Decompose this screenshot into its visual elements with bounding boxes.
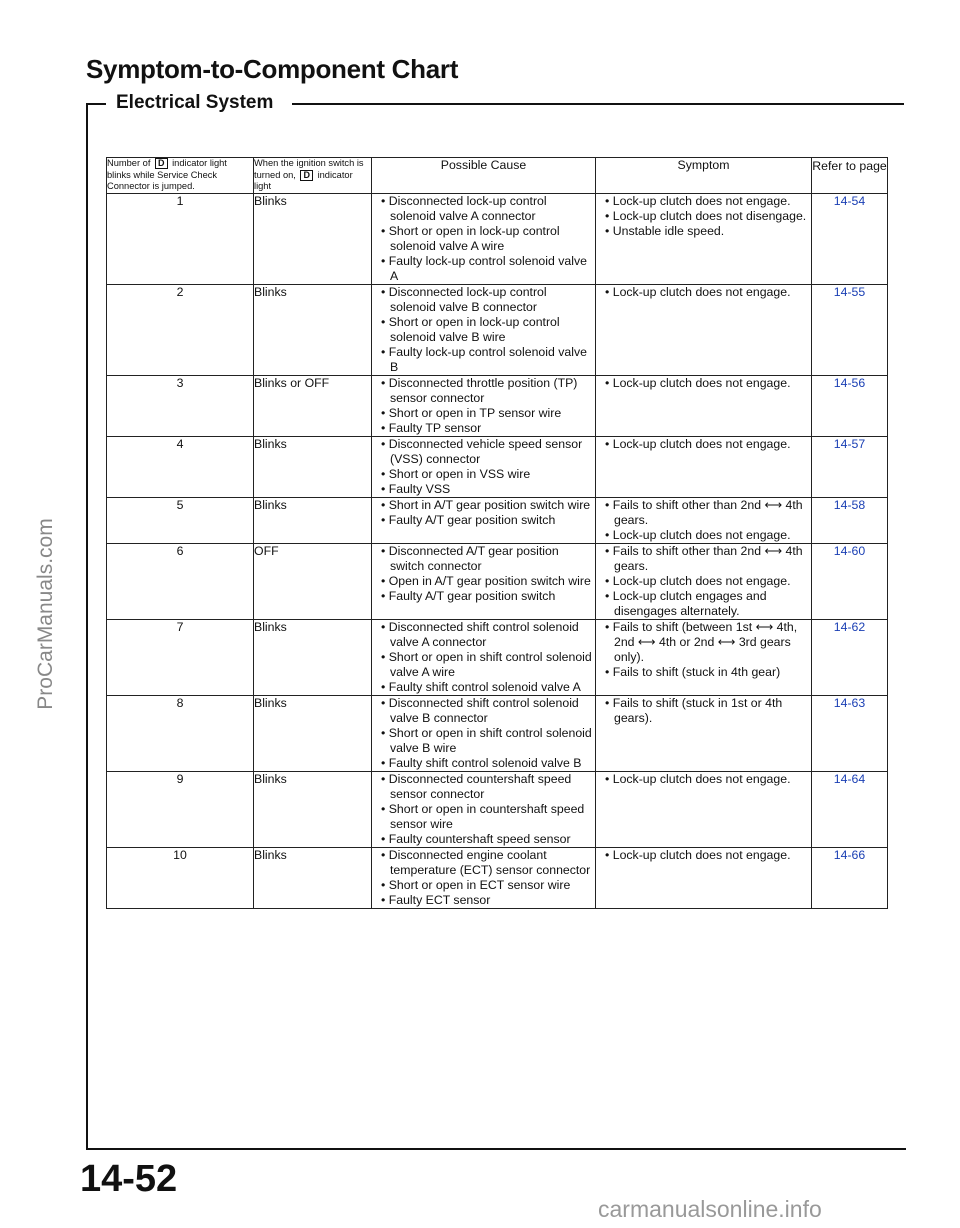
possible-cause-item: • Faulty ECT sensor xyxy=(372,893,595,908)
possible-cause-list xyxy=(372,194,595,284)
symptom-item: • Lock-up clutch does not disengage. xyxy=(596,209,811,224)
indicator-light-cell: Blinks xyxy=(254,497,372,543)
possible-cause-item: • Disconnected engine coolant temperature (ECT) sensor connector xyxy=(372,848,595,878)
symptom-item: • Lock-up clutch does not engage. xyxy=(596,194,811,209)
symptom-list xyxy=(596,498,811,543)
possible-cause-item: • Faulty lock-up control solenoid valve B xyxy=(372,345,595,375)
possible-cause-cell xyxy=(372,619,596,695)
symptom-chart-table xyxy=(106,157,888,909)
possible-cause-cell xyxy=(372,543,596,619)
header-indicator-post: indicator light xyxy=(254,169,353,191)
possible-cause-list xyxy=(372,848,595,908)
header-blink-count xyxy=(107,158,254,194)
possible-cause-item: • Disconnected A/T gear position switch connector xyxy=(372,544,595,574)
symptom-cell xyxy=(596,543,812,619)
symptom-cell xyxy=(596,375,812,436)
table-row xyxy=(107,619,888,695)
possible-cause-list xyxy=(372,376,595,436)
header-refer-page: Refer to page xyxy=(812,158,888,194)
header-symptom: Symptom xyxy=(596,158,812,194)
possible-cause-item: • Short or open in shift control solenoid valve B wire xyxy=(372,726,595,756)
blink-count-cell: 8 xyxy=(107,695,254,771)
possible-cause-item: • Disconnected lock-up control solenoid valve A connector xyxy=(372,194,595,224)
possible-cause-item: • Faulty VSS xyxy=(372,482,595,497)
refer-page-link[interactable]: 14-55 xyxy=(833,284,866,299)
blink-count-cell: 6 xyxy=(107,543,254,619)
symptom-item: • Fails to shift other than 2nd ⟷ 4th gears. xyxy=(596,544,811,574)
table-row xyxy=(107,284,888,375)
indicator-light-cell: Blinks xyxy=(254,619,372,695)
refer-page-cell xyxy=(812,543,888,619)
indicator-light-cell: Blinks xyxy=(254,193,372,284)
table-row xyxy=(107,543,888,619)
possible-cause-list xyxy=(372,544,595,604)
symptom-cell xyxy=(596,284,812,375)
symptom-item: • Lock-up clutch does not engage. xyxy=(596,772,811,787)
table-body xyxy=(107,193,888,908)
possible-cause-cell xyxy=(372,497,596,543)
refer-page-cell xyxy=(812,375,888,436)
symptom-list xyxy=(596,620,811,680)
indicator-light-cell: Blinks or OFF xyxy=(254,375,372,436)
possible-cause-item: • Short in A/T gear position switch wire xyxy=(372,498,595,513)
section-rule-right xyxy=(292,103,904,105)
refer-page-link[interactable]: 14-58 xyxy=(833,497,866,512)
symptom-item: • Fails to shift (between 1st ⟷ 4th, 2nd ⟷ 4th or 2nd ⟷ 3rd gears only). xyxy=(596,620,811,665)
symptom-cell xyxy=(596,497,812,543)
refer-page-link[interactable]: 14-66 xyxy=(833,847,866,862)
symptom-item: • Lock-up clutch engages and disengages alternately. xyxy=(596,589,811,619)
possible-cause-list xyxy=(372,772,595,847)
indicator-light-cell: OFF xyxy=(254,543,372,619)
table-row xyxy=(107,695,888,771)
indicator-light-cell: Blinks xyxy=(254,284,372,375)
section-title: Electrical System xyxy=(116,92,274,113)
blink-count-cell: 10 xyxy=(107,847,254,908)
possible-cause-item: • Faulty TP sensor xyxy=(372,421,595,436)
symptom-cell xyxy=(596,619,812,695)
blink-count-cell: 7 xyxy=(107,619,254,695)
symptom-cell xyxy=(596,695,812,771)
possible-cause-item: • Short or open in TP sensor wire xyxy=(372,406,595,421)
symptom-item: • Lock-up clutch does not engage. xyxy=(596,574,811,589)
side-watermark: ProCarManuals.com xyxy=(34,518,57,710)
symptom-item: • Unstable idle speed. xyxy=(596,224,811,239)
symptom-list xyxy=(596,194,811,239)
symptom-list xyxy=(596,696,811,726)
refer-page-cell xyxy=(812,497,888,543)
refer-page-link[interactable]: 14-64 xyxy=(833,771,866,786)
header-indicator-light xyxy=(254,158,372,194)
header-blink-count-post: indicator light blinks while Service Check Connector is jumped. xyxy=(107,158,227,191)
possible-cause-cell xyxy=(372,847,596,908)
possible-cause-list xyxy=(372,285,595,375)
refer-page-link[interactable]: 14-57 xyxy=(833,436,866,451)
possible-cause-cell xyxy=(372,193,596,284)
symptom-cell xyxy=(596,847,812,908)
possible-cause-item: • Faulty A/T gear position switch xyxy=(372,513,595,528)
possible-cause-item: • Disconnected lock-up control solenoid valve B connector xyxy=(372,285,595,315)
possible-cause-cell xyxy=(372,284,596,375)
refer-page-cell xyxy=(812,436,888,497)
possible-cause-list xyxy=(372,696,595,771)
footer-watermark: carmanualsonline.info xyxy=(598,1196,822,1222)
symptom-item: • Fails to shift (stuck in 1st or 4th gears). xyxy=(596,696,811,726)
symptom-cell xyxy=(596,436,812,497)
possible-cause-item: • Short or open in ECT sensor wire xyxy=(372,878,595,893)
possible-cause-cell xyxy=(372,436,596,497)
section-rule-bottom xyxy=(86,1148,906,1150)
blink-count-cell: 1 xyxy=(107,193,254,284)
refer-page-link[interactable]: 14-60 xyxy=(833,543,866,558)
refer-page-cell xyxy=(812,695,888,771)
possible-cause-list xyxy=(372,498,595,528)
refer-page-cell xyxy=(812,619,888,695)
symptom-list xyxy=(596,285,811,300)
possible-cause-item: • Disconnected vehicle speed sensor (VSS) connector xyxy=(372,437,595,467)
header-blink-count-pre: Number of xyxy=(107,158,151,168)
possible-cause-cell xyxy=(372,771,596,847)
possible-cause-item: • Short or open in countershaft speed sensor wire xyxy=(372,802,595,832)
symptom-list xyxy=(596,772,811,787)
blink-count-cell: 4 xyxy=(107,436,254,497)
possible-cause-item: • Short or open in shift control solenoid valve A wire xyxy=(372,650,595,680)
table-header-row xyxy=(107,158,888,194)
symptom-item: • Lock-up clutch does not engage. xyxy=(596,437,811,452)
possible-cause-list xyxy=(372,437,595,497)
refer-page-link[interactable]: 14-62 xyxy=(833,619,866,634)
header-indicator-pre: When the ignition switch is turned on, xyxy=(254,158,364,180)
possible-cause-item: • Short or open in VSS wire xyxy=(372,467,595,482)
possible-cause-item: • Short or open in lock-up control solenoid valve B wire xyxy=(372,315,595,345)
blink-count-cell: 5 xyxy=(107,497,254,543)
symptom-item: • Fails to shift (stuck in 4th gear) xyxy=(596,665,811,680)
refer-page-link[interactable]: 14-63 xyxy=(833,695,866,710)
symptom-item: • Lock-up clutch does not engage. xyxy=(596,848,811,863)
blink-count-cell: 3 xyxy=(107,375,254,436)
section-rule-vertical xyxy=(86,103,88,1150)
refer-page-cell xyxy=(812,847,888,908)
possible-cause-cell xyxy=(372,375,596,436)
page-number: 14-52 xyxy=(80,1158,178,1200)
symptom-list xyxy=(596,437,811,452)
possible-cause-item: • Faulty shift control solenoid valve A xyxy=(372,680,595,695)
symptom-item: • Lock-up clutch does not engage. xyxy=(596,285,811,300)
indicator-light-cell: Blinks xyxy=(254,847,372,908)
refer-page-cell xyxy=(812,193,888,284)
possible-cause-item: • Faulty countershaft speed sensor xyxy=(372,832,595,847)
blink-count-cell: 2 xyxy=(107,284,254,375)
possible-cause-item: • Short or open in lock-up control solenoid valve A wire xyxy=(372,224,595,254)
possible-cause-item: • Disconnected throttle position (TP) sensor connector xyxy=(372,376,595,406)
d-indicator-icon: D xyxy=(300,170,313,181)
symptom-item: • Lock-up clutch does not engage. xyxy=(596,528,811,543)
possible-cause-item: • Disconnected countershaft speed sensor connector xyxy=(372,772,595,802)
indicator-light-cell: Blinks xyxy=(254,436,372,497)
table-row xyxy=(107,771,888,847)
section-rule-left xyxy=(86,103,106,105)
refer-page-link[interactable]: 14-56 xyxy=(833,375,866,390)
header-possible-cause: Possible Cause xyxy=(372,158,596,194)
symptom-cell xyxy=(596,193,812,284)
table-row xyxy=(107,375,888,436)
page-title: Symptom-to-Component Chart xyxy=(86,54,459,84)
symptom-list xyxy=(596,376,811,391)
symptom-list xyxy=(596,544,811,619)
symptom-list xyxy=(596,848,811,863)
symptom-cell xyxy=(596,771,812,847)
possible-cause-item: • Faulty shift control solenoid valve B xyxy=(372,756,595,771)
d-indicator-icon: D xyxy=(155,158,168,169)
possible-cause-item: • Open in A/T gear position switch wire xyxy=(372,574,595,589)
possible-cause-cell xyxy=(372,695,596,771)
table-row xyxy=(107,497,888,543)
possible-cause-list xyxy=(372,620,595,695)
possible-cause-item: • Disconnected shift control solenoid valve A connector xyxy=(372,620,595,650)
symptom-item: • Lock-up clutch does not engage. xyxy=(596,376,811,391)
refer-page-cell xyxy=(812,284,888,375)
possible-cause-item: • Disconnected shift control solenoid valve B connector xyxy=(372,696,595,726)
possible-cause-item: • Faulty A/T gear position switch xyxy=(372,589,595,604)
blink-count-cell: 9 xyxy=(107,771,254,847)
possible-cause-item: • Faulty lock-up control solenoid valve A xyxy=(372,254,595,284)
symptom-item: • Fails to shift other than 2nd ⟷ 4th gears. xyxy=(596,498,811,528)
table-row xyxy=(107,436,888,497)
indicator-light-cell: Blinks xyxy=(254,695,372,771)
refer-page-link[interactable]: 14-54 xyxy=(833,193,866,208)
refer-page-cell xyxy=(812,771,888,847)
indicator-light-cell: Blinks xyxy=(254,771,372,847)
table-row xyxy=(107,847,888,908)
table-row xyxy=(107,193,888,284)
